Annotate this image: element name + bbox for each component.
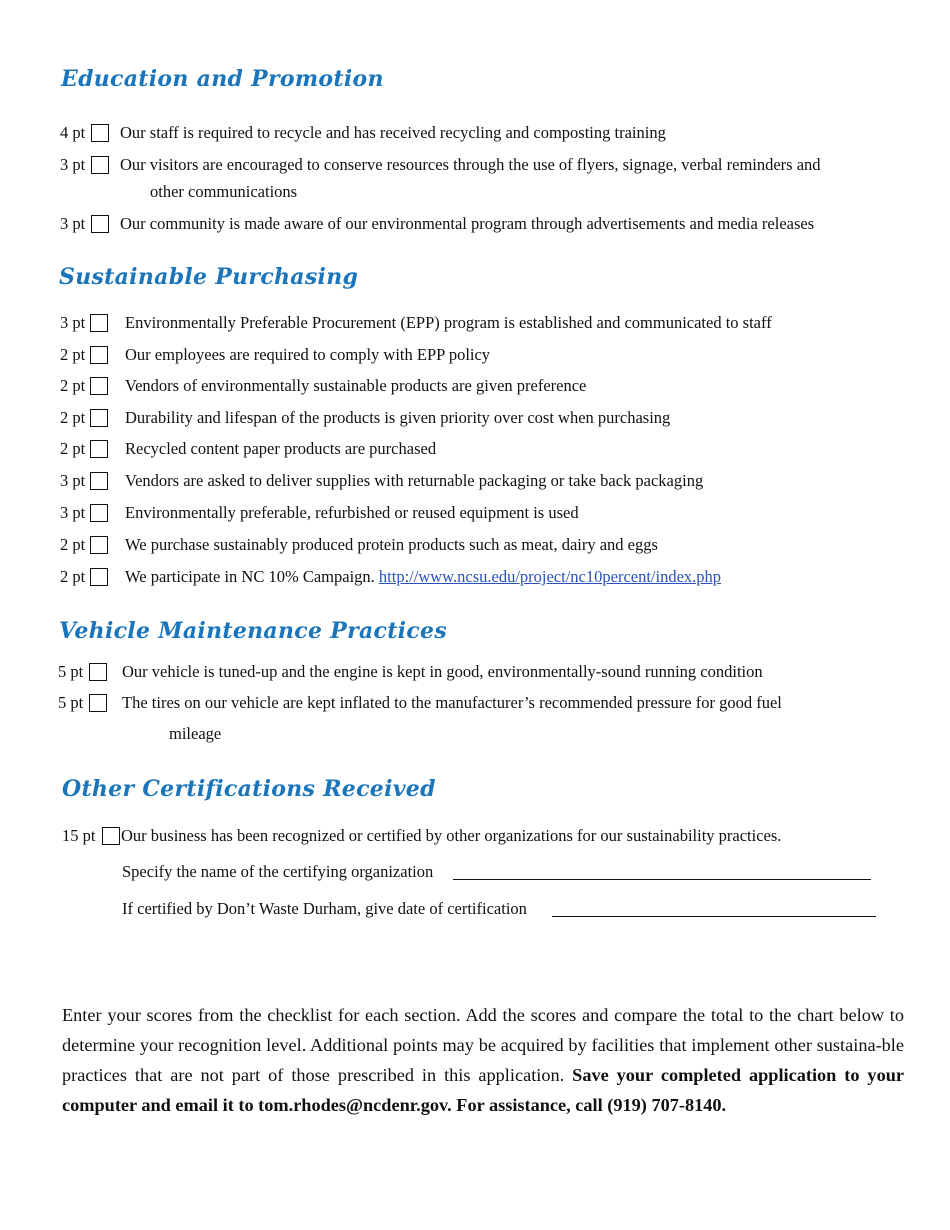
- item-text: Vendors are asked to deliver supplies with returnable packaging or take back packaging: [125, 471, 704, 490]
- item-text-continuation: mileage: [169, 724, 222, 743]
- points-label: 2 pt: [60, 439, 86, 458]
- checklist-item: [60, 567, 910, 587]
- item-text: Our vehicle is tuned-up and the engine is kept in good, environmentally-sound running condition: [122, 662, 763, 681]
- checklist-item: [60, 503, 910, 523]
- item-text: Our community is made aware of our environmental program through advertisements and media releases: [120, 214, 815, 233]
- points-label: 2 pt: [60, 376, 86, 395]
- checklist-item: [60, 408, 910, 428]
- points-label: 3 pt: [60, 313, 86, 332]
- item-text-continuation: other communications: [150, 182, 298, 201]
- certification-date-field[interactable]: [552, 916, 876, 917]
- checklist-item: [60, 471, 910, 491]
- points-label: 5 pt: [58, 662, 84, 681]
- item-text-prefix: We participate in NC 10% Campaign.: [125, 567, 375, 586]
- certifying-organization-field[interactable]: [453, 879, 871, 880]
- points-label: 4 pt: [60, 123, 86, 142]
- item-text: Our visitors are encouraged to conserve resources through the use of flyers, signage, verbal reminders and: [120, 155, 821, 174]
- nc10-campaign-link[interactable]: http://www.ncsu.edu/project/nc10percent/index.php: [378, 567, 722, 586]
- checklist-item: [60, 439, 910, 459]
- points-label: 3 pt: [60, 471, 86, 490]
- checkbox[interactable]: [90, 568, 108, 586]
- checkbox[interactable]: [90, 346, 108, 364]
- checklist-item: [60, 345, 910, 365]
- points-label: 2 pt: [60, 567, 86, 586]
- checkbox[interactable]: [90, 472, 108, 490]
- checkbox[interactable]: [90, 409, 108, 427]
- points-label: 2 pt: [60, 535, 86, 554]
- item-text: Environmentally Preferable Procurement (EPP) program is established and communicated to staff: [125, 313, 772, 332]
- checkbox[interactable]: [91, 215, 109, 233]
- field-label: If certified by Don’t Waste Durham, give date of certification: [122, 899, 527, 918]
- section-title-education: Education and Promotion: [61, 66, 384, 92]
- field-label: Specify the name of the certifying organization: [122, 862, 434, 881]
- points-label: 2 pt: [60, 345, 86, 364]
- certification-date-row: [122, 899, 882, 921]
- checkbox[interactable]: [90, 504, 108, 522]
- points-label: 15 pt: [62, 826, 96, 845]
- checklist-item: [60, 313, 910, 333]
- item-text: The tires on our vehicle are kept inflated to the manufacturer’s recommended pressure for good fuel: [122, 693, 782, 712]
- checklist-item: [58, 693, 908, 713]
- checklist-item: [60, 123, 910, 143]
- item-text: [125, 567, 721, 587]
- item-text: Recycled content paper products are purchased: [125, 439, 437, 458]
- item-text: Environmentally preferable, refurbished or reused equipment is used: [125, 503, 579, 522]
- section-title-purchasing: Sustainable Purchasing: [59, 264, 359, 290]
- instructions-paragraph: [62, 1000, 904, 1120]
- points-label: 5 pt: [58, 693, 84, 712]
- checklist-item: [60, 214, 910, 234]
- checkbox[interactable]: [91, 124, 109, 142]
- checkbox[interactable]: [89, 663, 107, 681]
- checkbox[interactable]: [102, 827, 120, 845]
- checklist-item: [60, 155, 910, 175]
- points-label: 3 pt: [60, 214, 86, 233]
- section-title-certifications: Other Certifications Received: [62, 776, 436, 802]
- checklist-item: [60, 535, 910, 555]
- instructions-text: Enter your scores from the checklist for each section. Add the scores and compare the total to the chart below to determine your recognition level. Additional points may be acquired by facilities that implement other sustaina-ble practices that are not part of those prescribed in this application.: [62, 1005, 904, 1085]
- checkbox[interactable]: [91, 156, 109, 174]
- points-label: 2 pt: [60, 408, 86, 427]
- certifying-organization-row: [122, 862, 882, 884]
- checkbox[interactable]: [90, 440, 108, 458]
- points-label: 3 pt: [60, 155, 86, 174]
- section-title-vehicle: Vehicle Maintenance Practices: [59, 618, 448, 644]
- item-text: We purchase sustainably produced protein products such as meat, dairy and eggs: [125, 535, 658, 554]
- checklist-item: [58, 662, 908, 682]
- checklist-item: [60, 376, 910, 396]
- item-text: Our staff is required to recycle and has received recycling and composting training: [120, 123, 666, 142]
- checkbox[interactable]: [90, 377, 108, 395]
- checkbox[interactable]: [89, 694, 107, 712]
- instructions-bold-text: Save your completed application to your computer and email it to tom.rhodes@ncdenr.gov. For assistance, call (919) 707-8140.: [62, 1065, 904, 1115]
- item-text: Vendors of environmentally sustainable products are given preference: [125, 376, 587, 395]
- checkbox[interactable]: [90, 536, 108, 554]
- points-label: 3 pt: [60, 503, 86, 522]
- item-text: Our employees are required to comply with EPP policy: [125, 345, 491, 364]
- checklist-item: [62, 826, 922, 846]
- item-text: Durability and lifespan of the products is given priority over cost when purchasing: [125, 408, 671, 427]
- checkbox[interactable]: [90, 314, 108, 332]
- item-text: Our business has been recognized or certified by other organizations for our sustainability practices.: [121, 826, 782, 845]
